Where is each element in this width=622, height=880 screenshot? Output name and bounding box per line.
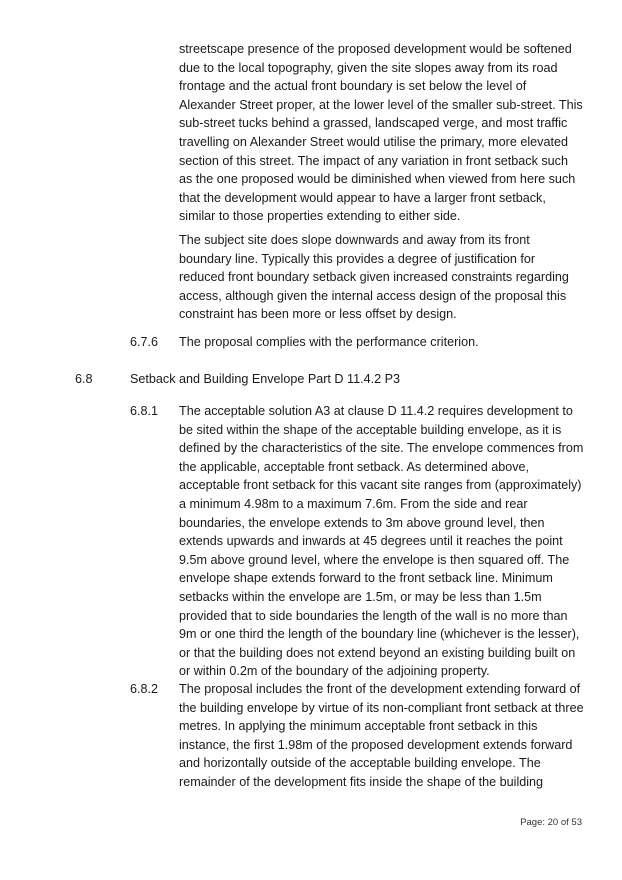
- paragraph-site-slope: The subject site does slope downwards and away from its front boundary line. Typically this provides a degree of justification for reduced front boundary setback given increased constraints regarding access, although given the internal access design of the proposal this constraint has been more or less offset by design.: [179, 233, 569, 322]
- section-number-6-8-2: 6.8.2: [130, 682, 159, 696]
- section-6-8-1-text: The acceptable solution A3 at clause D 11.4.2 requires development to be sited within the shape of the acceptable building envelope, as it is defined by the characteristics of the site. The envelope commences from the applicable, acceptable front setback. As determined above, acceptable front setback for this vacant site ranges from (approximately) a minimum 4.98m to a maximum 7.6m. From the side and rear boundaries, the envelope extends to 3m above ground level, then extends upwards and inwards at 45 degrees until it reaches the point 9.5m above ground level, where the envelope is then squared off. The envelope shape extends forward to the front setback line. Minimum setbacks within the envelope are 1.5m, or may be less than 1.5m provided that to side boundaries the length of the wall is no more than 9m or one third the length of the boundary line (whichever is the lesser), or that the building does not extend beyond an existing building built on or within 0.2m of the boundary of the adjoining property.: [179, 404, 584, 679]
- page-number-footer: Page: 20 of 53: [520, 817, 582, 828]
- section-number-6-7-6: 6.7.6: [130, 335, 159, 349]
- section-number-6-8-1: 6.8.1: [130, 404, 159, 418]
- section-number-6-8: 6.8: [75, 372, 93, 386]
- section-6-8-heading: Setback and Building Envelope Part D 11.4.2 P3: [130, 372, 401, 386]
- paragraph-streetscape-continued: streetscape presence of the proposed development would be softened due to the local topography, given the site slopes away from its road frontage and the actual front boundary is set below the level of Alexander Street proper, at the lower level of the smaller sub-street. This sub-street tucks behind a grassed, landscaped verge, and most traffic travelling on Alexander Street would utilise the primary, more elevated section of this street. The impact of any variation in front setback such as the one proposed would be diminished when viewed from here such that the development would appear to have a larger front setback, similar to those properties extending to either side.: [179, 42, 583, 224]
- section-6-8-2-text: The proposal includes the front of the development extending forward of the building envelope by virtue of its non-compliant front setback at three metres. In applying the minimum acceptable front setback in this instance, the first 1.98m of the proposed development extends forward and horizontally outside of the acceptable building envelope. The remainder of the development fits inside the shape of the building: [179, 682, 584, 789]
- section-6-7-6-text: The proposal complies with the performance criterion.: [179, 335, 479, 349]
